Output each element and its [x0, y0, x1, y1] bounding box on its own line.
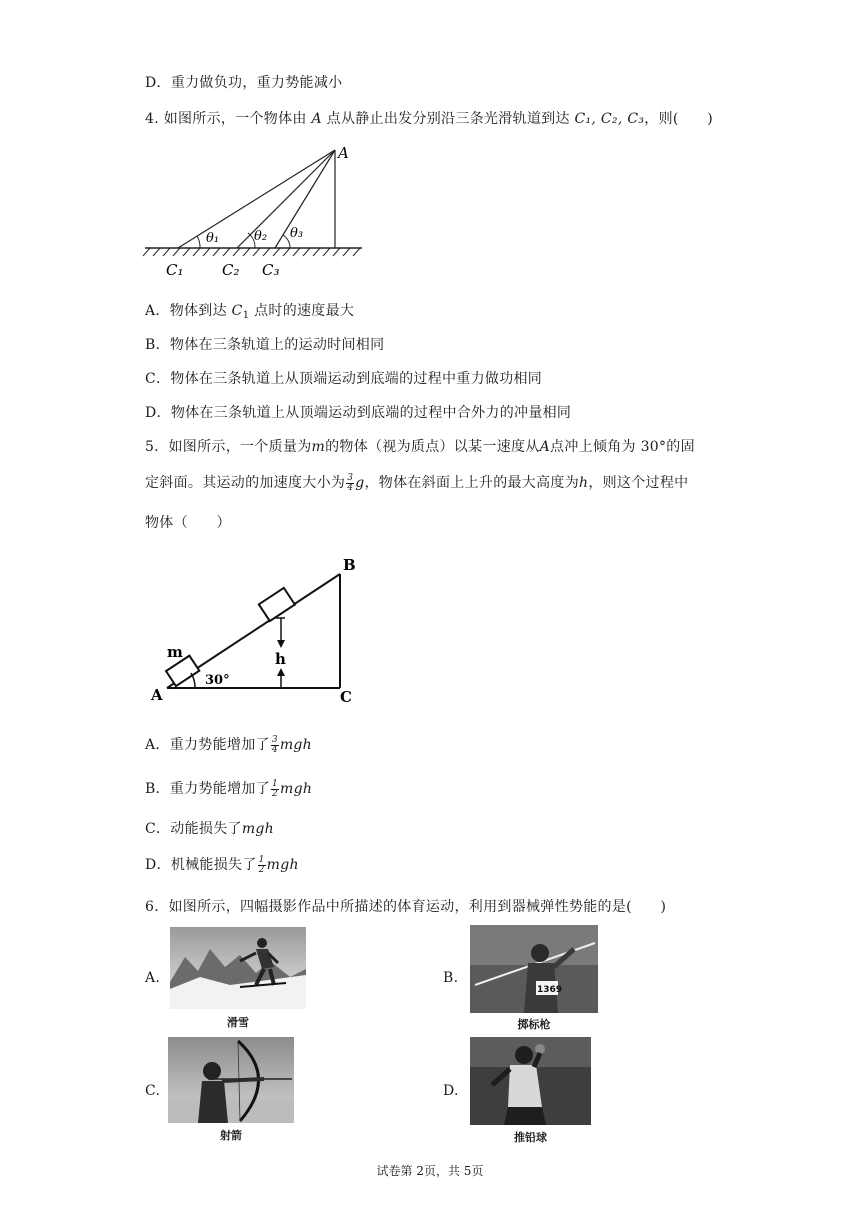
q4-option-c: C．物体在三条轨道上从顶端运动到底端的过程中重力做功相同 [145, 371, 543, 387]
q5-label-c: C [340, 688, 352, 704]
q5-option-b-num: 1 [272, 778, 279, 789]
q5-option-b-fraction [271, 780, 279, 799]
q4-option-a-sub: 1 [242, 310, 250, 321]
q4-stem-pre: 4. 如图所示，一个物体由 [145, 111, 312, 127]
q6-option-c-photo-archery [168, 1037, 294, 1123]
q5-line2-b: ，物体在斜面上上升的最大高度为 [364, 475, 579, 491]
q5-option-b-pre: B．重力势能增加了 [145, 781, 270, 797]
q5-option-b-post: mgh [280, 781, 313, 797]
q5-option-d-post: mgh [266, 857, 299, 873]
q6-option-d-caption: 推铅球 [514, 1131, 547, 1144]
q6-stem: 6．如图所示，四幅摄影作品中所描述的体育运动，利用到器械弹性势能的是( ) [145, 899, 667, 915]
q5-line2-fraction [346, 474, 354, 493]
q6-option-a-photo-skiing [170, 927, 306, 1009]
q5-option-b-den: 2 [272, 788, 279, 799]
q4-stem-mid: 点从静止出发分别沿三条光滑轨道到达 [321, 111, 575, 127]
q5-line1-point-a: A [539, 439, 551, 455]
q4-inclined-tracks-figure [140, 140, 370, 285]
q5-line2-a: 定斜面。其运动的加速度大小为 [145, 475, 346, 491]
q5-option-c-pre: C．动能损失了 [145, 821, 242, 837]
q5-option-a-post: mgh [279, 737, 312, 753]
q5-line1-mass: m [311, 439, 326, 455]
q4-option-a-point: C [231, 303, 243, 319]
q6-option-b-photo-javelin [470, 925, 598, 1013]
q5-option-d [145, 854, 299, 875]
q5-label-b: B [343, 556, 356, 574]
q4-option-a [145, 300, 354, 321]
q5-option-a-den: 4 [271, 744, 278, 755]
q4-label-a: A [338, 144, 349, 162]
q6-option-b-bib: 1369 [537, 985, 563, 995]
q5-option-d-pre: D．机械能损失了 [145, 857, 257, 873]
q4-label-c2: C₂ [222, 261, 240, 279]
q5-option-a-fraction [271, 736, 279, 755]
q5-stem-line2 [145, 472, 688, 493]
q5-line2-g: g [355, 475, 365, 491]
q5-line2-den: 4 [347, 482, 354, 493]
q4-option-a-pre: A．物体到达 [145, 303, 232, 319]
q5-line2-h: h [579, 475, 589, 491]
q4-stem-post: ，则( ) [644, 111, 714, 127]
q4-stem-point-a: A [311, 111, 322, 127]
q6-option-d-photo-shot-put [470, 1037, 591, 1125]
q5-line2-c: ，则这个过程中 [588, 475, 689, 491]
q5-label-m: m [167, 643, 183, 661]
q4-label-c3: C₃ [262, 261, 280, 279]
q5-option-d-den: 2 [258, 864, 265, 875]
q5-option-c-post: mgh [241, 821, 274, 837]
q5-line1-b: 的物体（视为质点）以某一速度从 [325, 439, 540, 455]
page-footer: 试卷第 2页，共 5页 [376, 1164, 484, 1178]
q5-option-a-pre: A．重力势能增加了 [145, 737, 270, 753]
q6-option-b-label: B. [443, 970, 459, 986]
q6-option-b-caption: 掷标枪 [517, 1018, 551, 1031]
q5-label-angle: 30° [205, 673, 230, 688]
q5-stem-line3: 物体（ ） [145, 515, 231, 531]
q5-label-a: A [151, 686, 163, 704]
q5-option-a-num: 3 [271, 734, 278, 745]
q5-line2-num: 3 [347, 472, 354, 483]
q5-option-b [145, 778, 312, 799]
q5-option-a [145, 734, 312, 755]
q5-line1-c: 点冲上倾角为 30°的固 [550, 439, 695, 455]
q5-option-d-fraction [258, 856, 266, 875]
q4-stem [145, 108, 713, 128]
q5-incline-figure [145, 552, 370, 704]
q5-line1-a: 5．如图所示，一个质量为 [145, 439, 312, 455]
q6-option-a-label: A. [145, 970, 161, 986]
q4-label-c1: C₁ [166, 261, 184, 279]
q4-label-theta1: θ₁ [206, 231, 220, 246]
q6-option-c-caption: 射箭 [220, 1129, 242, 1142]
q3-option-d: D．重力做负功，重力势能减小 [145, 75, 343, 91]
q5-option-d-num: 1 [258, 854, 265, 865]
q4-option-b: B．物体在三条轨道上的运动时间相同 [145, 337, 385, 353]
q4-option-a-post: 点时的速度最大 [249, 303, 355, 319]
q5-label-h: h [275, 650, 286, 668]
q5-stem-line1 [145, 436, 695, 456]
q4-label-theta2: θ₂ [254, 229, 268, 244]
q4-stem-points: C₁, C₂, C₃ [574, 111, 645, 127]
q6-option-a-caption: 滑雪 [227, 1016, 249, 1029]
q4-label-theta3: θ₃ [290, 226, 304, 241]
q4-option-d: D．物体在三条轨道上从顶端运动到底端的过程中合外力的冲量相同 [145, 405, 572, 421]
q6-option-c-label: C. [145, 1083, 161, 1099]
q5-option-c [145, 818, 274, 838]
q6-option-d-label: D. [443, 1083, 459, 1099]
